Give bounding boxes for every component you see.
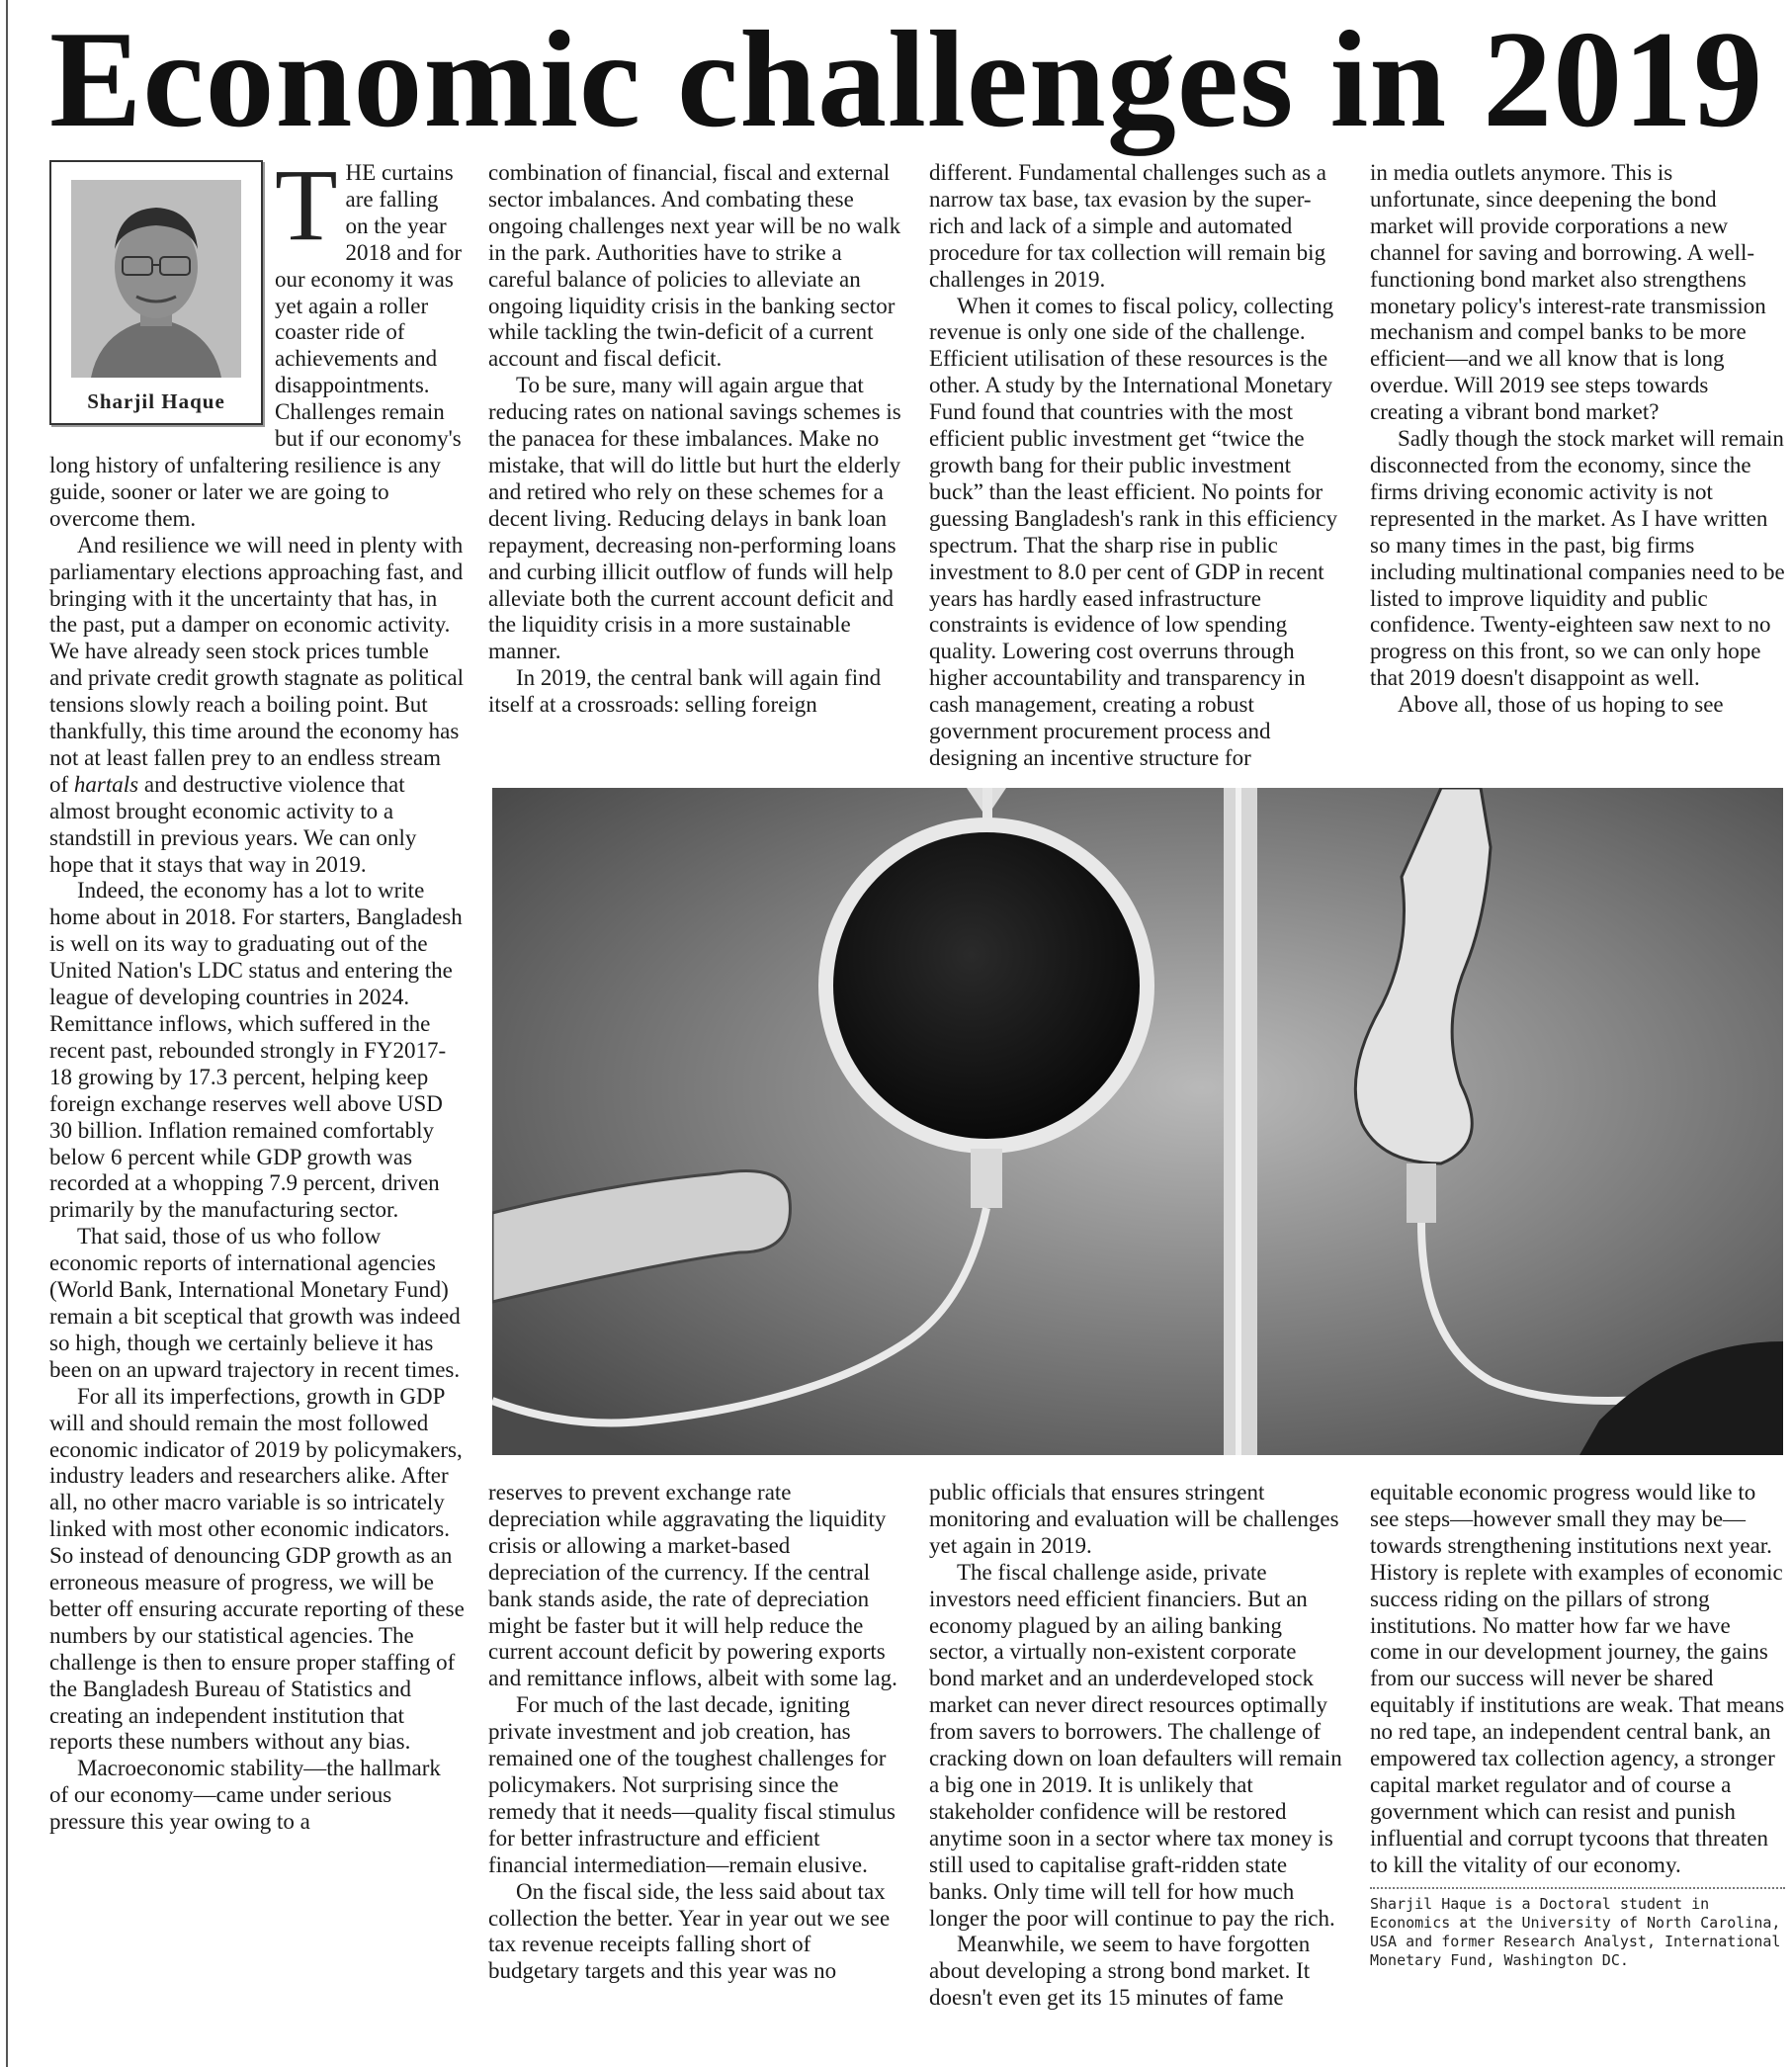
author-bio: Sharjil Haque is a Doctoral student in Economics at the University of North Carolina, USA and former Research Analyst, International Monetary Fund, Washington DC. [1370, 1894, 1781, 1969]
paragraph: For all its imperfections, growth in GDP will and should remain the most followed economic indicator of 2019 by policymakers, industry leaders and researchers alike. After all, no other macro variable is so intricately linked with most other economic indicators. So instead of denouncing GDP growth as an erroneous measure of progress, we will be better off ensuring accurate reporting of these numbers by our statistical agencies. The challenge is then to ensure proper staffing of the Bangladesh Bureau of Statistics and creating an independent institution that reports these numbers without any bias. [49, 1383, 465, 1755]
paragraph: equitable economic progress would like to see steps—however small they may be—towards strengthening institutions next year. History is replete with examples of economic success riding on the pillars of strong institutions. No matter how far we have come in our development journey, the gains from our success will never be shared equitably if institutions are weak. That means no red tape, an independent central bank, an empowered tax collection agency, a stronger capital market regulator and of course a government which can resist and punish influential and corrupt tycoons that threaten to kill the vitality of our economy. [1370, 1480, 1785, 1877]
italic-term: hartals [73, 771, 139, 797]
paragraph: In 2019, the central bank will again find itself at a crossroads: selling foreign [488, 665, 882, 718]
paragraph: To be sure, many will again argue that reducing rates on national savings schemes is the panacea for these imbalances. Make no mistake, that will do little but hurt the elderly and retired who rely on these schemes for a decent living. Reducing delays in bank loan repayment, decreasing non-performing loans and curbing illicit outflow of funds will help alleviate both the current account deficit and the liquidity crisis in a more sustainable manner. [488, 373, 901, 664]
paragraph: combination of financial, fiscal and external sector imbalances. And combating these ongoing challenges next year will be no walk in the park. Authorities have to strike a careful balance of policies to alleviate an ongoing liquidity crisis in the banking sector while tackling the twin-deficit of a current account and fiscal deficit. [488, 160, 901, 372]
drop-cap: T [275, 160, 338, 262]
author-byline: Sharjil Haque [87, 389, 225, 414]
paragraph: Macroeconomic stability—the hallmark of our economy—came under serious pressure this year owing to a [49, 1756, 441, 1835]
paragraph: Meanwhile, we seem to have forgotten about developing a strong bond market. It doesn't even get its 15 minutes of fame [929, 1932, 1311, 2011]
author-photo-box [49, 160, 263, 425]
paragraph: Sadly though the stock market will remain disconnected from the economy, since the firms driving economic activity is not represented in the market. As I have written so many times in the past, big firms including multinational companies need to be listed to improve liquidity and public confidence. Twenty-eighteen saw next to no progress on this front, so we can only hope that 2019 doesn't disappoint as well. [1370, 426, 1785, 691]
paragraph: different. Fundamental challenges such as a narrow tax base, tax evasion by the super-rich and lack of a simple and automated procedure for tax collection will remain big challenges in 2019. [929, 160, 1326, 292]
paragraph: That said, those of us who follow economic reports of international agencies (World Bank, International Monetary Fund) remain a bit sceptical that growth was indeed so high, though we certainly believe it has been on an upward trajectory in recent times. [49, 1224, 461, 1382]
paragraph: Above all, those of us hoping to see [1398, 692, 1724, 718]
page-left-rule [6, 0, 8, 2067]
paragraph: public officials that ensures stringent monitoring and evaluation will be challenges yet again in 2019. [929, 1480, 1339, 1558]
article-column-4-bottom [1370, 1480, 1785, 1970]
article-column-2-bottom [488, 1480, 903, 1985]
paragraph: And resilience we will need in plenty with parliamentary elections approaching fast, and bringing with it the uncertainty that has, in the past, put a damper on economic activity. We have already seen stock prices tumble and private credit growth stagnate as political tensions slowly reach a boiling point. But thankfully, this time around the economy has not at least fallen prey to an endless stream of hartals and destructive violence that almost brought economic activity to a standstill in previous years. We can only hope that it stays that way in 2019. [49, 532, 464, 877]
paragraph: in media outlets anymore. This is unfortunate, since deepening the bond market will provide corporations a new channel for saving and borrowing. A well-functioning bond market also strengthens monetary policy's interest-rate transmission mechanism and compel banks to be more efficient—and we all know that is long overdue. Will 2019 see steps towards creating a vibrant bond market? [1370, 160, 1766, 425]
paragraph: For much of the last decade, igniting private investment and job creation, has remained one of the toughest challenges for policymakers. Not surprising since the remedy that it needs—quality fiscal stimulus for better infrastructure and efficient financial intermediation—remain elusive. [488, 1692, 896, 1877]
article-column-3-top [929, 160, 1344, 772]
author-photo [71, 180, 241, 378]
headline: Economic challenges in 2019 [49, 3, 1764, 156]
paragraph: On the fiscal side, the less said about tax collection the better. Year in year out we see tax revenue receipts falling short of budgetary targets and this year was no [488, 1878, 891, 1984]
paragraph: reserves to prevent exchange rate depreciation while aggravating the liquidity crisis or allowing a market-based depreciation of the currency. If the central bank stands aside, the rate of depreciation might be faster but it will help reduce the current account deficit by powering exports and remittance inflows, albeit with some lag. [488, 1480, 897, 1691]
article-column-3-bottom [929, 1480, 1344, 2012]
divider [1370, 1887, 1785, 1889]
article-column-1 [49, 160, 465, 1836]
paragraph: Indeed, the economy has a lot to write home about in 2018. For starters, Bangladesh is well on its way to graduating out of the United Nation's LDC status and entering the league of developing countries in 2024. Remittance inflows, which suffered in the recent past, rebounded strongly in FY2017-18 growing by 17.3 percent, helping keep foreign exchange reserves well above USD 30 billion. Inflation remained comfortably below 6 percent while GDP growth was recorded at a whopping 7.9 percent, driven primarily by the manufacturing sector. [49, 878, 463, 1223]
paragraph: The fiscal challenge aside, private investors need efficient financiers. But an economy plagued by an ailing banking sector, a virtually non-existent corporate bond market and an underdeveloped stock market can never direct resources optimally from savers to borrowers. The challenge of cracking down on loan defaulters will remain a big one in 2019. It is unlikely that stakeholder confidence will be restored anytime soon in a sector where tax money is still used to capitalise graft-ridden state banks. Only time will tell for how much longer the poor will continue to pay the rich. [929, 1559, 1342, 1931]
paragraph: When it comes to fiscal policy, collecting revenue is only one side of the challenge. Efficient utilisation of these resources is the other. A study by the International Monetary Fund found that countries with the most efficient public investment get “twice the growth bang for their public investment buck” than the least efficient. No points for guessing Bangladesh's rank in this efficiency spectrum. That the sharp rise in public investment to 8.0 per cent of GDP in recent years has hardly eased infrastructure constraints is evidence of low spending quality. Lowering cost overruns through higher accountability and transparency in cash management, creating a robust government procurement process and designing an incentive structure for [929, 293, 1338, 770]
illustration-iv-drip [492, 788, 1783, 1455]
article-column-4-top [1370, 160, 1785, 719]
paragraph: THE curtains are falling on the year 2018 and for our economy it was yet again a roller coaster ride of achievements and disappointments. Challenges remain but if our economy's long history of unfaltering resilience is any guide, sooner or later we are going to overcome them. [49, 160, 463, 531]
article-column-2-top [488, 160, 903, 719]
